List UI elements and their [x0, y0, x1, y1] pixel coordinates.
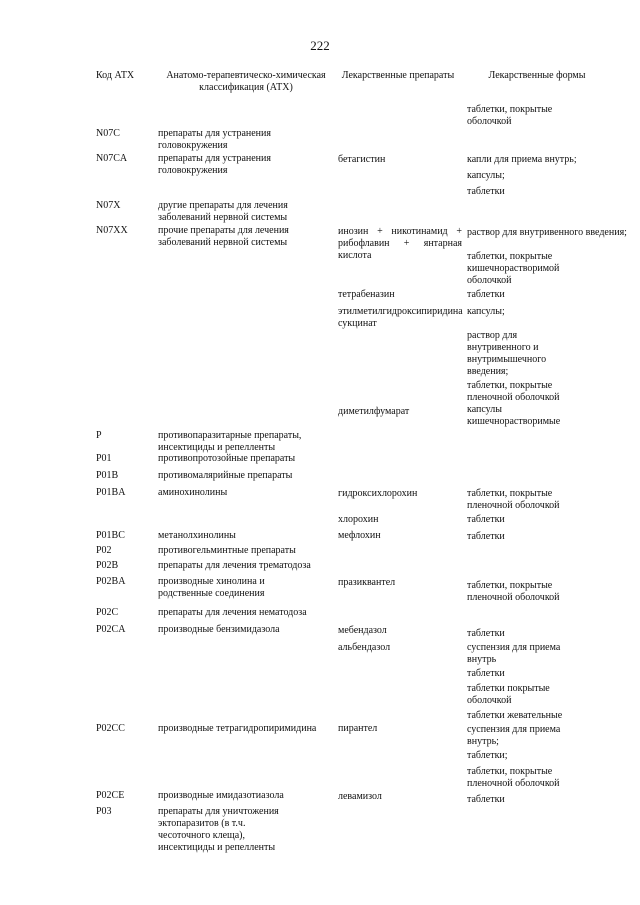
drug-cell: альбендазол	[338, 642, 391, 653]
code-cell: P02CA	[96, 624, 126, 635]
drug-cell: гидроксихлорохин	[338, 488, 418, 499]
form-cell: раствор для внутривенного и внутримышечного введения;	[467, 330, 547, 377]
column-header-classification: Анатомо-терапевтическо-химическая классификация (АТХ)	[166, 70, 326, 93]
form-cell: суспензия для приема внутрь	[467, 642, 561, 665]
form-cell: таблетки;	[467, 750, 508, 761]
classification-cell: противопаразитарные препараты, инсектициды и репелленты	[158, 430, 302, 453]
column-header-forms: Лекарственные формы	[488, 70, 586, 81]
drug-cell: мефлохин	[338, 530, 381, 541]
code-cell: P	[96, 430, 102, 441]
classification-cell: производные бензимидазола	[158, 624, 280, 635]
drug-cell: празиквантел	[338, 577, 396, 588]
code-cell: P02	[96, 545, 112, 556]
classification-cell: препараты для лечения трематодоза	[158, 560, 311, 571]
classification-cell: препараты для устранения головокружения	[158, 153, 271, 176]
code-cell: N07C	[96, 128, 120, 139]
form-cell: капсулы;	[467, 170, 505, 181]
classification-cell: противогельминтные препараты	[158, 545, 296, 556]
code-cell: P01BC	[96, 530, 125, 541]
form-cell: суспензия для приема внутрь;	[467, 724, 561, 747]
column-header-drugs: Лекарственные препараты	[341, 70, 455, 81]
drug-cell: бетагистин	[338, 154, 386, 165]
drug-cell: левамизол	[338, 791, 382, 802]
form-cell: таблетки, покрытые пленочной оболочкой	[467, 766, 560, 789]
form-cell: таблетки, покрытые оболочкой	[467, 104, 553, 127]
drug-cell: пирантел	[338, 723, 378, 734]
classification-cell: аминохинолины	[158, 487, 228, 498]
code-cell: P02C	[96, 607, 119, 618]
classification-cell: производные хинолина и родственные соединения	[158, 576, 265, 599]
form-cell: таблетки	[467, 514, 505, 525]
code-cell: N07CA	[96, 153, 128, 164]
drug-cell: диметилфумарат	[338, 406, 410, 417]
form-cell: таблетки, покрытые пленочной оболочкой	[467, 380, 560, 403]
form-cell: таблетки, покрытые пленочной оболочкой	[467, 488, 560, 511]
classification-cell: метанолхинолины	[158, 530, 236, 541]
form-cell: таблетки	[467, 186, 505, 197]
classification-cell: другие препараты для лечения заболеваний нервной системы	[158, 200, 288, 223]
form-cell: таблетки	[467, 289, 505, 300]
classification-cell: производные тетрагидропиримидина	[158, 723, 317, 734]
code-cell: P02BA	[96, 576, 126, 587]
code-cell: N07X	[96, 200, 121, 211]
code-cell: P01B	[96, 470, 119, 481]
code-cell: P02CE	[96, 790, 125, 801]
code-cell: P01BA	[96, 487, 126, 498]
code-cell: P02B	[96, 560, 119, 571]
classification-cell: противопротозойные препараты	[158, 453, 296, 464]
classification-cell: препараты для лечения нематодоза	[158, 607, 307, 618]
form-cell: таблетки, покрытые кишечнорастворимой оболочкой	[467, 251, 560, 286]
form-cell: таблетки	[467, 628, 505, 639]
classification-cell: противомалярийные препараты	[158, 470, 293, 481]
classification-cell: препараты для устранения головокружения	[158, 128, 271, 151]
form-cell: капсулы;	[467, 306, 505, 317]
drug-cell: тетрабеназин	[338, 289, 395, 300]
form-cell: таблетки покрытые оболочкой	[467, 683, 550, 706]
form-cell: таблетки	[467, 794, 505, 805]
classification-cell: прочие препараты для лечения заболеваний нервной системы	[158, 225, 289, 248]
form-cell: таблетки	[467, 668, 505, 679]
drug-cell: мебендазол	[338, 625, 387, 636]
drug-cell: этилметилгидроксипиридина сукцинат	[338, 306, 463, 329]
code-cell: P01	[96, 453, 112, 464]
code-cell: P03	[96, 806, 112, 817]
classification-cell: препараты для уничтожения эктопаразитов (в т.ч. чесоточного клеща), инсектициды и репелленты	[158, 806, 279, 853]
form-cell: капсулы кишечнорастворимые	[467, 404, 561, 427]
form-cell: раствор для внутривенного введения;	[467, 227, 627, 238]
form-cell: капли для приема внутрь;	[467, 154, 577, 165]
drug-cell: хлорохин	[338, 514, 379, 525]
form-cell: таблетки, покрытые пленочной оболочкой	[467, 580, 560, 603]
code-cell: N07XX	[96, 225, 128, 236]
drug-cell: инозин + никотинамид + рибофлавин + янтарная кислота	[338, 226, 462, 261]
classification-cell: производные имидазотиазола	[158, 790, 284, 801]
column-header-code: Код АТХ	[96, 70, 135, 81]
code-cell: P02CC	[96, 723, 125, 734]
form-cell: таблетки жевательные	[467, 710, 563, 721]
page-number: 222	[310, 38, 330, 53]
form-cell: таблетки	[467, 531, 505, 542]
